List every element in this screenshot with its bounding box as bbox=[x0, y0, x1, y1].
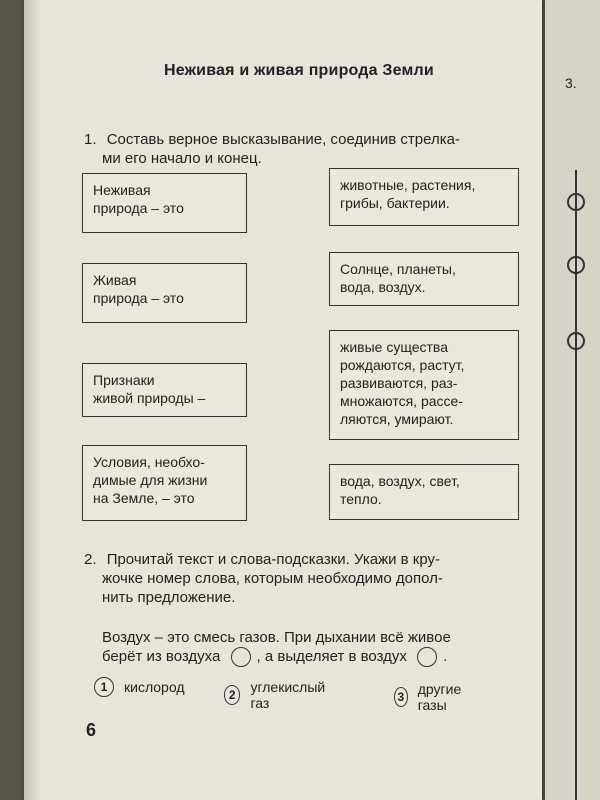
right-box-1-line2: грибы, бактерии. bbox=[340, 195, 450, 211]
sentence-line2a: берёт из воздуха bbox=[102, 648, 221, 665]
right-box-4[interactable] bbox=[329, 464, 519, 520]
right-box-1-line1: животные, растения, bbox=[340, 177, 476, 193]
next-page-edge bbox=[545, 0, 600, 800]
option-3-number-circle: 3 bbox=[394, 687, 408, 707]
option-2 bbox=[224, 679, 329, 711]
right-box-3-line4: множаются, рассе- bbox=[340, 393, 463, 409]
task1-instructions bbox=[84, 130, 534, 168]
left-box-3-line1: Признаки bbox=[93, 372, 155, 388]
left-box-1-line1: Неживая bbox=[93, 182, 151, 198]
page-title: Неживая и живая природа Земли bbox=[164, 62, 434, 79]
task2-number: 2. bbox=[84, 551, 97, 568]
sentence-line1: Воздух – это смесь газов. При дыхании всё живое bbox=[102, 629, 451, 646]
option-3-label: другие газы bbox=[417, 681, 462, 713]
right-box-3-line5: ляются, умирают. bbox=[340, 411, 454, 427]
option-1 bbox=[94, 677, 185, 697]
left-box-1[interactable] bbox=[82, 173, 247, 233]
left-box-3[interactable] bbox=[82, 363, 247, 417]
task2-sentence bbox=[102, 628, 542, 667]
right-box-3-line2: рождаются, растут, bbox=[340, 357, 465, 373]
page-number: 6 bbox=[86, 720, 97, 740]
sentence-end: . bbox=[443, 648, 448, 665]
workbook-page bbox=[24, 0, 542, 800]
left-box-1-line2: природа – это bbox=[93, 200, 184, 216]
right-box-3-line3: развиваются, раз- bbox=[340, 375, 458, 391]
right-box-3[interactable] bbox=[329, 330, 519, 440]
next-page-task-number: 3. bbox=[565, 75, 577, 91]
task2-line3: нить предложение. bbox=[102, 589, 236, 606]
left-box-3-line2: живой природы – bbox=[93, 390, 206, 406]
answer-circle-2[interactable] bbox=[417, 647, 437, 667]
left-box-2-line2: природа – это bbox=[93, 290, 184, 306]
right-box-4-line1: вода, воздух, свет, bbox=[340, 473, 460, 489]
option-1-label: кислород bbox=[124, 679, 185, 695]
left-box-4-line1: Условия, необхо- bbox=[93, 454, 205, 470]
right-box-4-line2: тепло. bbox=[340, 491, 382, 507]
task1-text-line2: ми его начало и конец. bbox=[102, 150, 262, 167]
option-2-number-circle: 2 bbox=[224, 685, 240, 705]
task1-number: 1. bbox=[84, 131, 97, 148]
answer-circle-1[interactable] bbox=[231, 647, 251, 667]
right-box-3-line1: живые существа bbox=[340, 339, 448, 355]
option-3 bbox=[394, 681, 468, 713]
task2-instructions bbox=[84, 550, 534, 607]
left-box-4[interactable] bbox=[82, 445, 247, 521]
right-box-2-line1: Солнце, планеты, bbox=[340, 261, 456, 277]
left-box-4-line3: на Земле, – это bbox=[93, 490, 195, 506]
task2-line1: Прочитай текст и слова-подсказки. Укажи в кру- bbox=[106, 551, 441, 568]
right-box-2-line2: вода, воздух. bbox=[340, 279, 426, 295]
option-2-label: углекислый газ bbox=[250, 679, 326, 711]
option-1-number-circle: 1 bbox=[94, 677, 114, 697]
sentence-line2b: , а выделяет в воздух bbox=[256, 648, 407, 665]
right-box-1[interactable] bbox=[329, 168, 519, 226]
left-box-4-line2: димые для жизни bbox=[93, 472, 208, 488]
left-box-2-line1: Живая bbox=[93, 272, 137, 288]
task2-line2: жочке номер слова, которым необходимо допол- bbox=[102, 570, 443, 587]
task1-text-line1: Составь верное высказывание, соединив стрелка- bbox=[106, 131, 460, 148]
left-box-2[interactable] bbox=[82, 263, 247, 323]
right-box-2[interactable] bbox=[329, 252, 519, 306]
next-page-border-line bbox=[575, 170, 577, 800]
